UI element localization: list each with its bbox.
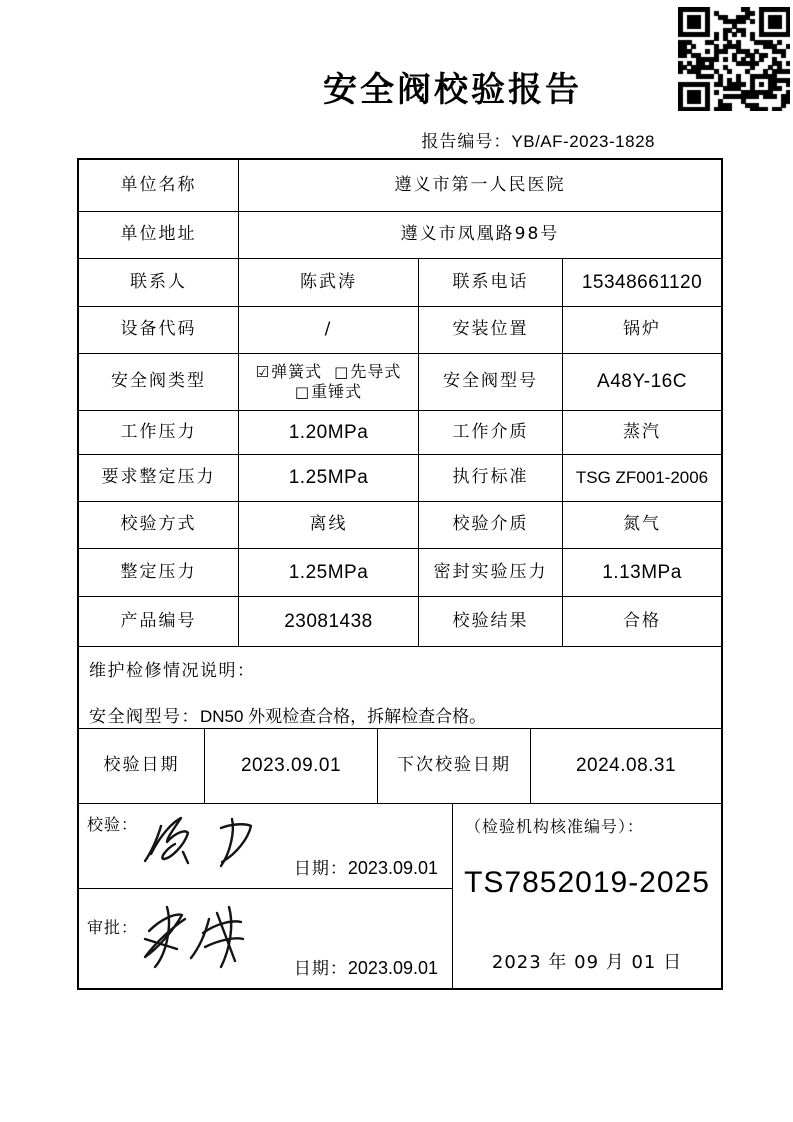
approver-signature [109, 891, 289, 983]
standard-label: 执行标准 [419, 455, 563, 501]
table-row [79, 212, 721, 259]
work-medium-label: 工作介质 [419, 411, 563, 454]
verifier-date-value: 2023.09.01 [347, 858, 438, 878]
unchecked-checkbox-icon: □ [334, 363, 350, 381]
page-title: 安全阀校验报告 [323, 70, 582, 110]
required-set-pressure-label: 要求整定压力 [79, 455, 239, 501]
report-table [77, 158, 723, 990]
checkbox-weight-label: 重锤式 [311, 382, 363, 401]
unit-name-value: 遵义市第一人民医院 [394, 174, 566, 195]
standard-value: TSG ZF001-2006 [575, 468, 709, 488]
valve-model-value: A48Y-16C [597, 371, 687, 393]
calibration-method-value: 离线 [239, 502, 419, 548]
calibration-date-value: 2023.09.01 [205, 729, 378, 803]
table-row [79, 597, 721, 647]
approver-date-line [294, 954, 438, 979]
next-calibration-date-value: 2024.08.31 [575, 755, 677, 777]
maintenance-detail-label: 安全阀型号： [89, 707, 200, 727]
install-position-value: 锅炉 [623, 319, 661, 340]
report-number-label: 报告编号： [421, 132, 512, 152]
valve-type-options-line1 [253, 362, 405, 382]
result-label: 校验结果 [419, 597, 563, 646]
phone-label: 联系电话 [419, 259, 563, 306]
set-pressure-value: 1.25MPa [239, 549, 419, 596]
unit-address-label: 单位地址 [79, 212, 239, 258]
table-row [79, 354, 721, 411]
table-row [79, 411, 721, 455]
product-number-label: 产品编号 [79, 597, 239, 646]
next-calibration-date-label: 下次校验日期 [378, 729, 531, 803]
maintenance-section [79, 647, 721, 729]
maintenance-title: 维护检修情况说明： [89, 661, 256, 681]
checkbox-weight [295, 382, 362, 401]
contact-label: 联系人 [79, 259, 239, 306]
product-number-value: 23081438 [239, 597, 419, 646]
work-pressure-label: 工作压力 [79, 411, 239, 454]
table-row [79, 259, 721, 307]
calibration-method-label: 校验方式 [79, 502, 239, 548]
table-row-dates [79, 729, 721, 804]
maintenance-detail-text: DN50 外观检查合格，拆解检查合格。 [200, 707, 487, 726]
table-row [79, 160, 721, 212]
verifier-date-line [294, 854, 438, 879]
org-approval-cell [453, 804, 721, 988]
valve-model-label: 安全阀型号 [419, 354, 563, 410]
header [0, 62, 793, 111]
checkbox-pilot-label: 先导式 [350, 362, 402, 381]
calibration-date-label: 校验日期 [79, 729, 205, 803]
table-row [79, 307, 721, 354]
calibration-medium-value: 氮气 [623, 514, 661, 535]
approver-signature-cell [79, 889, 452, 988]
contact-value: 陈武涛 [239, 259, 419, 306]
verifier-label: 校验： [87, 815, 139, 834]
checked-checkbox-icon: ☑ [255, 363, 271, 381]
verifier-signature [117, 808, 297, 880]
device-code-value: / [239, 307, 419, 353]
unit-name-label: 单位名称 [79, 160, 239, 211]
report-number-value: YB/AF-2023-1828 [511, 132, 655, 151]
org-approval-code: TS7852019-2025 [464, 866, 710, 899]
org-approval-label: （检验机构核准编号）： [465, 817, 645, 836]
checkbox-pilot [334, 362, 401, 381]
required-set-pressure-value: 1.25MPa [239, 455, 419, 501]
calibration-medium-label: 校验介质 [419, 502, 563, 548]
unit-address-value: 遵义市凤凰路98号 [400, 224, 560, 245]
approver-date-label: 日期： [293, 959, 348, 979]
org-approval-date: 2023 年 09 月 01 日 [491, 952, 683, 973]
approver-date-value: 2023.09.01 [347, 958, 438, 978]
signature-section [79, 804, 721, 988]
report-number-line [421, 127, 655, 152]
set-pressure-label: 整定压力 [79, 549, 239, 596]
verifier-date-label: 日期： [293, 859, 348, 879]
seal-test-pressure-value: 1.13MPa [602, 561, 682, 583]
valve-type-options [239, 354, 419, 410]
verifier-signature-cell [79, 804, 452, 889]
phone-value: 15348661120 [581, 271, 703, 293]
seal-test-pressure-label: 密封实验压力 [419, 549, 563, 596]
device-code-label: 设备代码 [79, 307, 239, 353]
checkbox-spring [256, 362, 322, 381]
table-row [79, 549, 721, 597]
valve-type-options-line2 [292, 382, 365, 402]
unchecked-checkbox-icon: □ [294, 383, 311, 401]
maintenance-detail [89, 702, 711, 727]
checkbox-spring-label: 弹簧式 [271, 362, 323, 381]
result-value: 合格 [623, 610, 661, 631]
signature-left-column [79, 804, 453, 988]
install-position-label: 安装位置 [419, 307, 563, 353]
work-pressure-value: 1.20MPa [239, 411, 419, 454]
work-medium-value: 蒸汽 [623, 421, 661, 442]
approver-label: 审批： [87, 918, 139, 937]
table-row [79, 502, 721, 549]
valve-type-label: 安全阀类型 [79, 354, 239, 410]
table-row [79, 455, 721, 502]
